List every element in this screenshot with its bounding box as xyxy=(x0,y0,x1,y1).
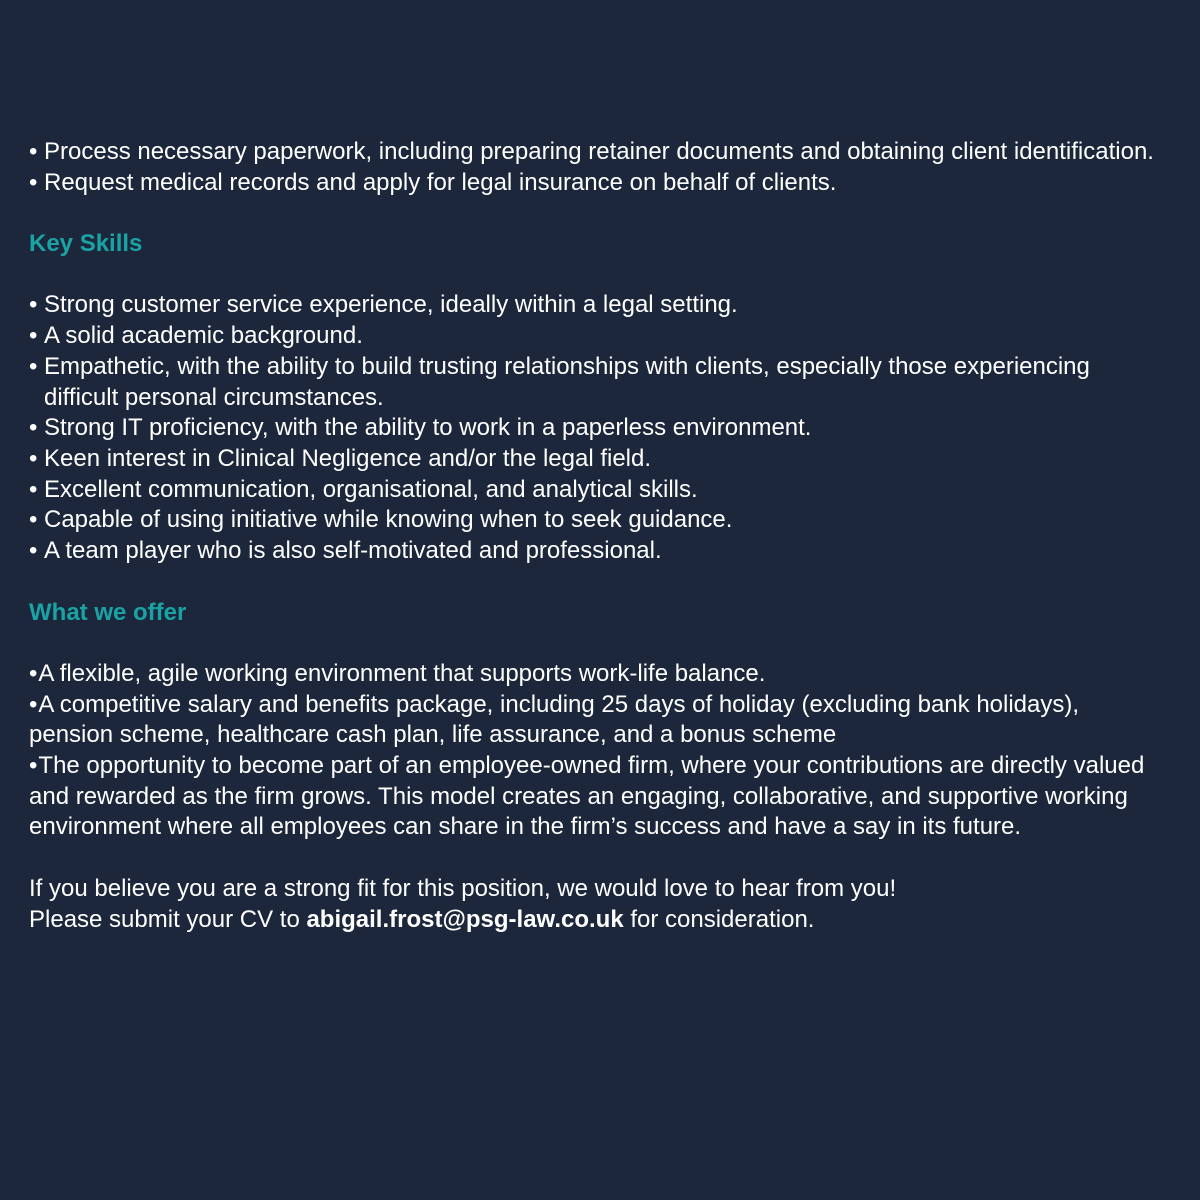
list-item xyxy=(29,168,1160,199)
closing-prefix: Please submit your CV to xyxy=(29,905,307,933)
list-item xyxy=(29,352,1160,413)
list-item-text: Strong IT proficiency, with the ability to work in a paperless environment. xyxy=(44,414,812,442)
list-item xyxy=(29,751,1160,843)
bullet-icon: • xyxy=(29,322,38,350)
list-item-text: Strong customer service experience, ideally within a legal setting. xyxy=(44,291,738,319)
bullet-icon: • xyxy=(29,659,38,687)
bullet-icon: • xyxy=(29,537,38,565)
list-item-text: Keen interest in Clinical Negligence and/or the legal field. xyxy=(44,445,652,472)
closing-paragraph xyxy=(29,874,1160,935)
list-item-text: Capable of using initiative while knowing when to seek guidance. xyxy=(44,506,733,534)
bullet-icon: • xyxy=(29,138,38,165)
list-item xyxy=(29,137,1160,168)
closing-submit-line xyxy=(29,905,1160,936)
closing-suffix: for consideration. xyxy=(623,905,815,933)
list-item-text: Excellent communication, organisational, and analytical skills. xyxy=(44,475,698,503)
what-we-offer-heading: What we offer xyxy=(29,598,187,626)
list-item-text: Empathetic, with the ability to build trusting relationships with clients, especially those experiencing difficult personal circumstances. xyxy=(44,352,1090,411)
list-item xyxy=(29,505,1160,536)
bullet-icon: • xyxy=(29,445,38,472)
list-item xyxy=(29,536,1160,567)
list-item-text: Process necessary paperwork, including preparing retainer documents and obtaining client identification. xyxy=(44,138,1154,165)
intro-bullet-list xyxy=(29,137,1160,198)
bullet-icon: • xyxy=(29,475,38,503)
list-item xyxy=(29,413,1160,444)
bullet-icon: • xyxy=(29,690,38,718)
list-item-text: The opportunity to become part of an employee-owned firm, where your contributions are directly valued and rewarded as the firm grows. This model creates an engaging, collaborative, and supportive working environment where all employees can share in the firm’s success and have a say in its future. xyxy=(29,752,1145,841)
list-item xyxy=(29,290,1160,321)
key-skills-list xyxy=(29,290,1160,566)
bullet-icon: • xyxy=(29,352,38,380)
bullet-icon: • xyxy=(29,291,38,319)
list-item-text: Request medical records and apply for legal insurance on behalf of clients. xyxy=(44,168,837,196)
list-item xyxy=(29,659,1160,690)
what-we-offer-list xyxy=(29,659,1160,843)
list-item-text: A competitive salary and benefits package, including 25 days of holiday (excluding bank holidays), pension scheme, healthcare cash plan, life assurance, and a bonus scheme xyxy=(29,690,1080,749)
bullet-icon: • xyxy=(29,168,38,196)
key-skills-heading: Key Skills xyxy=(29,230,143,258)
bullet-icon: • xyxy=(29,752,38,779)
list-item xyxy=(29,690,1160,751)
list-item xyxy=(29,475,1160,506)
bullet-icon: • xyxy=(29,506,38,534)
email-address[interactable]: abigail.frost@psg-law.co.uk xyxy=(306,905,624,933)
list-item xyxy=(29,444,1160,475)
list-item xyxy=(29,321,1160,352)
list-item-text: A team player who is also self-motivated and professional. xyxy=(44,537,662,565)
spacer xyxy=(29,843,1160,874)
bullet-icon: • xyxy=(29,414,38,442)
list-item-text: A flexible, agile working environment that supports work-life balance. xyxy=(38,659,766,687)
list-item-text: A solid academic background. xyxy=(44,322,363,350)
closing-line: If you believe you are a strong fit for this position, we would love to hear from you! xyxy=(29,874,897,902)
